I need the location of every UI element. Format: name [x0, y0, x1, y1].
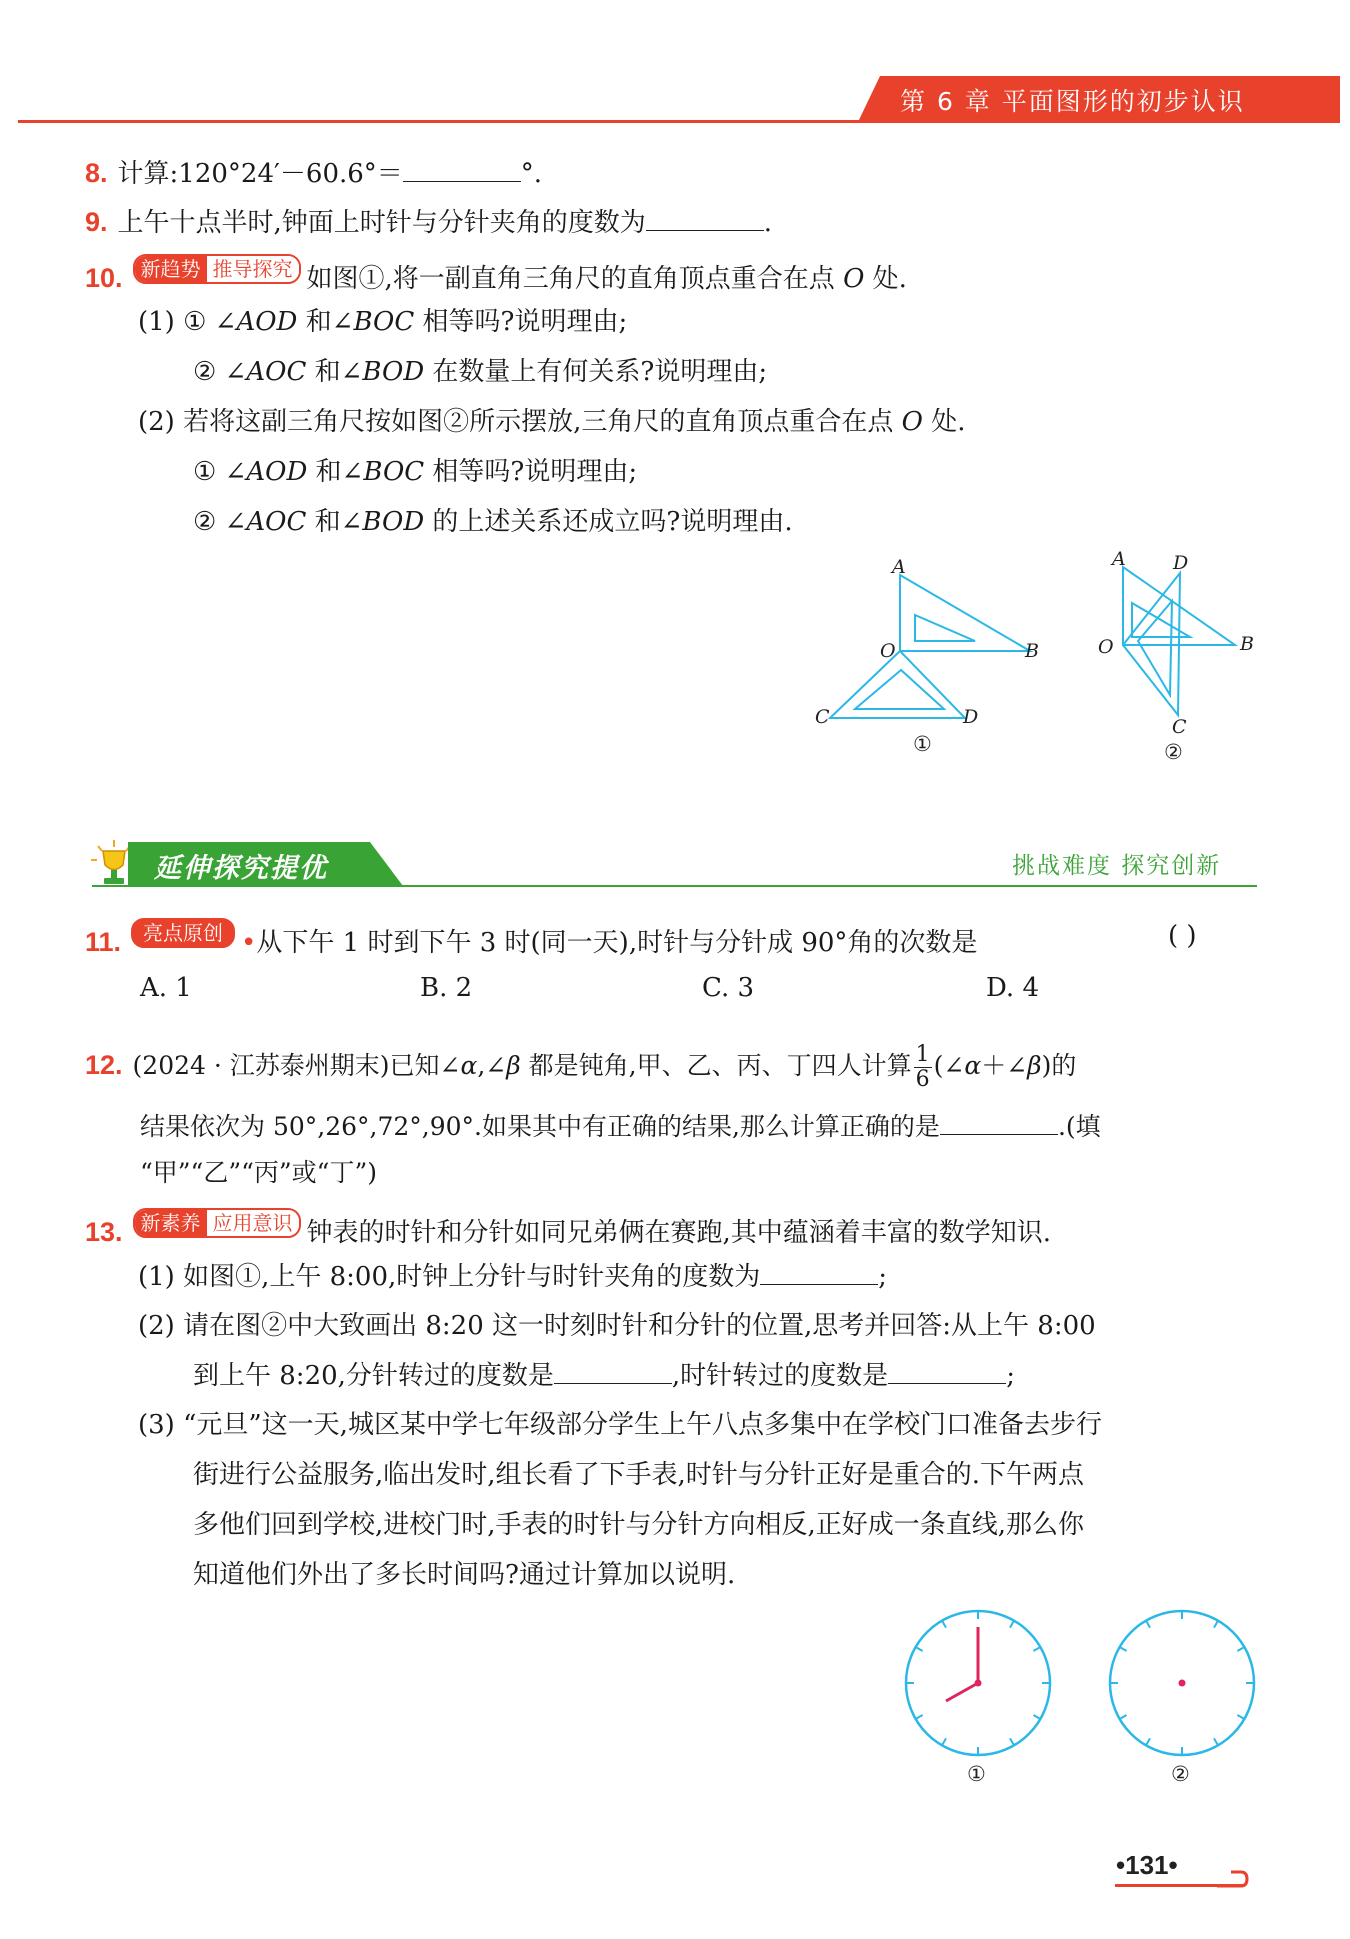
q10-part1-line2: ② ∠AOC 和∠BOD 在数量上有何关系?说明理由; — [193, 357, 768, 387]
literacy-tag: 新素养 应用意识 — [133, 1208, 301, 1238]
q10-part2-line3: ② ∠AOC 和∠BOD 的上述关系还成立吗?说明理由. — [193, 507, 793, 537]
clock-tick — [1237, 1715, 1244, 1719]
triangle-outer-1 — [900, 575, 1030, 651]
q12-line3: “甲”“乙”“丙”或“丁”) — [140, 1158, 377, 1187]
answer-blank[interactable] — [646, 204, 764, 231]
question-number: 13. — [85, 1217, 123, 1247]
chapter-title: 第 6 章 平面图形的初步认识 — [900, 87, 1245, 116]
trend-tag: 新趋势 推导探究 — [133, 254, 301, 284]
figure-caption: ① — [913, 732, 932, 756]
triangle-inner-2 — [1138, 601, 1172, 695]
triangle-inner-1 — [915, 615, 975, 641]
option-a[interactable]: A. 1 — [140, 973, 192, 1003]
answer-blank[interactable] — [888, 1357, 1006, 1384]
label-c: C — [1172, 716, 1187, 738]
clock-figure-2 — [1104, 1605, 1264, 1785]
answer-blank[interactable] — [760, 1258, 878, 1285]
section-title: 延伸探究提优 — [154, 853, 328, 884]
option-c[interactable]: C. 3 — [702, 973, 755, 1003]
clock-tick — [942, 1738, 946, 1745]
label-c: C — [815, 706, 830, 728]
clock-tick — [916, 1715, 923, 1719]
question-number: 8. — [85, 158, 108, 188]
question-number: 12. — [85, 1050, 123, 1080]
question-9 — [85, 204, 772, 241]
label-d: D — [963, 706, 979, 728]
clock-tick — [1237, 1647, 1244, 1651]
page-curl-icon — [1215, 1862, 1251, 1892]
clock-tick — [1033, 1715, 1040, 1719]
hour-hand — [946, 1683, 978, 1701]
question-text: °. — [520, 159, 543, 189]
label-o: O — [1098, 636, 1114, 658]
fraction: $\frac{1}{6}$ — [915, 1042, 930, 1092]
triangle-outer-2 — [830, 651, 965, 718]
clock-caption: ② — [1171, 1762, 1190, 1786]
answer-blank[interactable] — [940, 1108, 1058, 1135]
clock-center — [975, 1680, 982, 1687]
question-12: 12. (2024 · 江苏泰州期末)已知∠α,∠β 都是钝角,甲、乙、丙、丁四人计算 $\frac{1}{6}$ (∠α＋∠β)的 — [85, 1042, 1077, 1092]
triangle-figure-1 — [810, 555, 1060, 765]
answer-parentheses[interactable]: ( ) — [1168, 921, 1197, 951]
option-b[interactable]: B. 2 — [420, 973, 473, 1003]
question-number: 11. — [85, 927, 122, 957]
q10-part2-line1: (2) 若将这副三角尺按如图②所示摆放,三角尺的直角顶点重合在点 O 处. — [138, 407, 966, 437]
clock-tick — [1033, 1647, 1040, 1651]
question-8 — [85, 155, 542, 192]
section-rule — [92, 885, 1257, 887]
label-b: B — [1025, 640, 1039, 662]
q12-line2: 结果依次为 50°,26°,72°,90°.如果其中有正确的结果,那么计算正确的是 .(填 — [140, 1108, 1101, 1145]
triangle-figure-2 — [1090, 545, 1270, 765]
q13-part1: (1) 如图①,上午 8:00,时钟上分针与时针夹角的度数为 ; — [138, 1258, 887, 1295]
clock-center — [1179, 1680, 1186, 1687]
page-number: •131• — [1116, 1850, 1178, 1880]
question-text: 从下午 1 时到下午 3 时(同一天),时针与分针成 90°角的次数是 — [256, 928, 978, 958]
section-subtitle: 挑战难度 探究创新 — [1012, 853, 1222, 879]
question-11: 11. 亮点原创 •从下午 1 时到下午 3 时(同一天),时针与分针成 90°角的次数是 — [85, 918, 977, 961]
clock-tick — [1146, 1738, 1150, 1745]
q13-part2-line2: 到上午 8:20,分针转过的度数是 ,时针转过的度数是 ; — [193, 1357, 1015, 1394]
label-o: O — [880, 640, 896, 662]
question-text: 上午十点半时,钟面上时针与分针夹角的度数为 — [117, 208, 646, 238]
question-10: 10. 新趋势 推导探究 如图①,将一副直角三角尺的直角顶点重合在点 O 处. — [85, 254, 907, 297]
q13-part2-line1: (2) 请在图②中大致画出 8:20 这一时刻时针和分针的位置,思考并回答:从上午 8:00 — [138, 1311, 1096, 1341]
clock-tick — [916, 1647, 923, 1651]
clock-caption: ① — [967, 1762, 986, 1786]
question-text: . — [763, 208, 773, 238]
clock-tick — [1214, 1738, 1218, 1745]
clock-tick — [1010, 1738, 1014, 1745]
answer-blank[interactable] — [554, 1357, 672, 1384]
clock-tick — [1214, 1621, 1218, 1628]
triangle-inner-2 — [855, 670, 944, 709]
question-13: 13. 新素养 应用意识 钟表的时针和分针如同兄弟俩在赛跑,其中蕴涵着丰富的数学知识. — [85, 1208, 1051, 1251]
original-tag: 亮点原创 — [131, 918, 235, 948]
q10-part2-line2: ① ∠AOD 和∠BOC 相等吗?说明理由; — [193, 457, 638, 487]
q13-part3-line2: 街进行公益服务,临出发时,组长看了下手表,时针与分针正好是重合的.下午两点 — [193, 1460, 1085, 1490]
clock-tick — [1120, 1715, 1127, 1719]
q10-part1-line1: (1) ① ∠AOD 和∠BOC 相等吗?说明理由; — [138, 307, 628, 337]
question-number: 9. — [85, 207, 108, 237]
option-d[interactable]: D. 4 — [986, 973, 1039, 1003]
figure-caption: ② — [1164, 740, 1183, 764]
clock-figure-1 — [900, 1605, 1060, 1785]
q13-part3-line3: 多他们回到学校,进校门时,手表的时针与分针方向相反,正好成一条直线,那么你 — [193, 1510, 1085, 1540]
clock-tick — [1120, 1647, 1127, 1651]
clock-tick — [1146, 1621, 1150, 1628]
label-b: B — [1240, 633, 1254, 655]
question-text: 计算:120°24′－60.6°＝ — [117, 159, 403, 189]
q13-part3-line1: (3) “元旦”这一天,城区某中学七年级部分学生上午八点多集中在学校门口准备去步行 — [138, 1410, 1102, 1440]
answer-blank[interactable] — [403, 155, 521, 182]
clock-tick — [1010, 1621, 1014, 1628]
label-a: A — [892, 556, 906, 578]
question-number: 10. — [85, 263, 123, 293]
q13-part3-line4: 知道他们外出了多长时间吗?通过计算加以说明. — [193, 1560, 736, 1590]
label-a: A — [1112, 548, 1126, 570]
clock-tick — [942, 1621, 946, 1628]
label-d: D — [1173, 552, 1189, 574]
